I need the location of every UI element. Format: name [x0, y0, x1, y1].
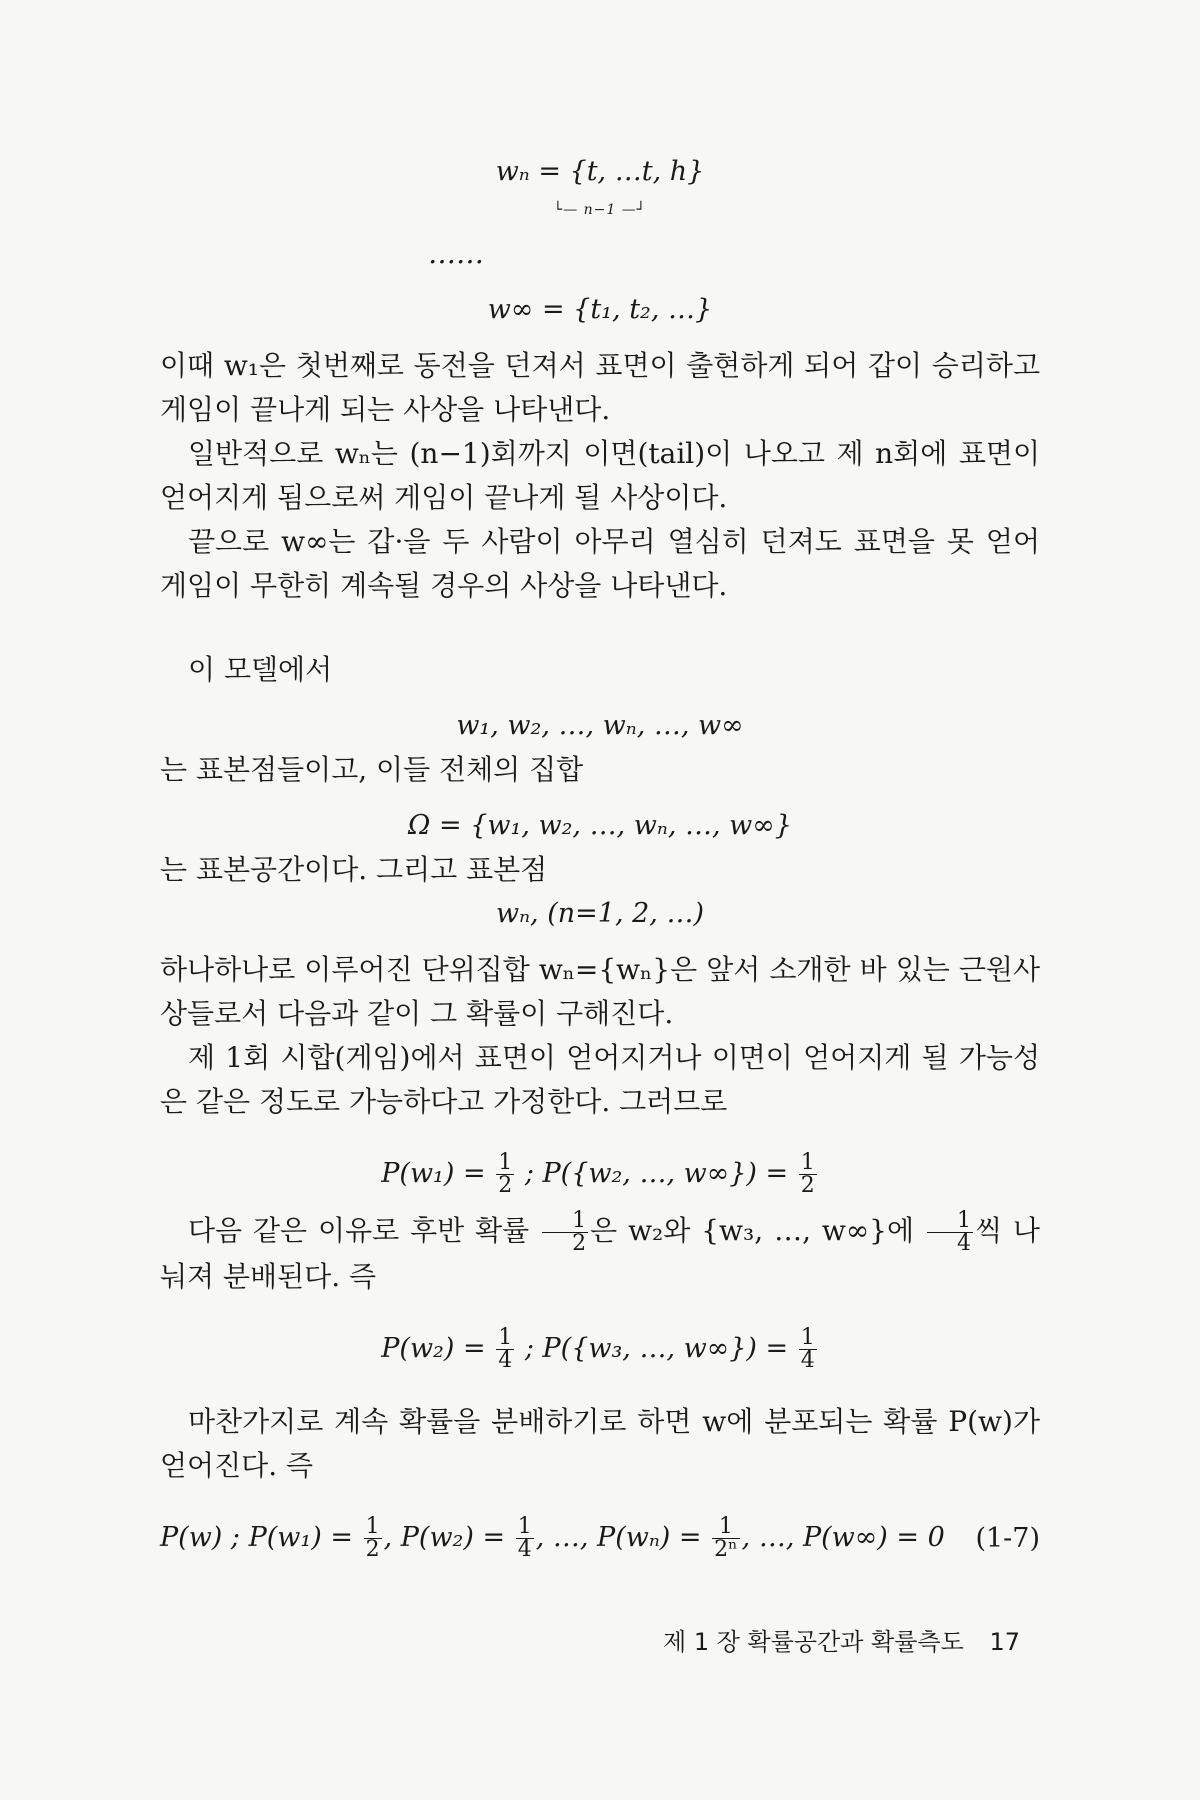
paragraph-10: 마찬가지로 계속 확률을 분배하기로 하면 w에 분포되는 확률 P(w)가 얻어진다. 즉	[160, 1405, 1040, 1482]
formula-winf: w∞ = {t₁, t₂, …}	[487, 294, 713, 325]
chapter-title: 제 1 장 확률공간과 확률측도	[663, 1628, 964, 1656]
paragraph-5: 는 표본점들이고, 이들 전체의 집합	[160, 753, 584, 786]
paragraph-9: 다음 같은 이유로 후반 확률 $\frac{1}{2}$ 은 w₂와 {w₃, …, w∞}에 $\frac{1}{4}$ 씩 나눠져 분배된다. 즉	[160, 1208, 1040, 1293]
formula-wn-range: wₙ, (n=1, 2, …)	[496, 898, 704, 929]
paragraph-6: 는 표본공간이다. 그리고 표본점	[160, 853, 548, 886]
formula-1-7: P(w) ; P(w₁) = $\frac{1}{2}$ , P(w₂) = $\frac{1}{4}$ , …, P(wₙ) = $\frac{1}{\text{2ⁿ}}$ , …, P(w∞) = 0 (1-7)	[160, 1514, 1040, 1562]
formula-p-w1: P(w₁) = $\frac{1}{2}$ ; P({w₂, …, w∞}) = $\frac{1}{2}$	[381, 1150, 815, 1198]
formula-wn-brace: └— n−1 —┘	[553, 202, 647, 218]
paragraph-7: 하나하나로 이루어진 단위집합 wₙ={wₙ}은 앞서 소개한 바 있는 근원사상들로서 다음과 같이 그 확률이 구해진다.	[160, 953, 1040, 1030]
fraction-half: $\frac{1}{2}$	[365, 1514, 380, 1562]
paragraph-8: 제 1회 시합(게임)에서 표면이 얻어지거나 이면이 얻어지게 될 가능성은 같은 정도로 가능하다고 가정한다. 그러므로	[160, 1041, 1040, 1118]
fraction-quarter: $\frac{1}{4}$	[498, 1325, 513, 1373]
fraction-half: $\frac{1}{2}$	[498, 1150, 513, 1198]
page-body	[160, 150, 1040, 1561]
fraction-quarter: $\frac{1}{4}$	[800, 1325, 815, 1373]
page-number: 17	[989, 1628, 1020, 1656]
equation-number: (1-7)	[975, 1522, 1040, 1554]
paragraph-1: 이때 w₁은 첫번째로 동전을 던져서 표면이 출현하게 되어 갑이 승리하고 게임이 끝나게 되는 사상을 나타낸다.	[160, 349, 1040, 426]
fraction-half: $\frac{1}{2}$	[800, 1150, 815, 1198]
paragraph-2: 일반적으로 wₙ는 (n−1)회까지 이면(tail)이 나오고 제 n회에 표면이 얻어지게 됨으로써 게임이 끝나게 될 사상이다.	[160, 437, 1040, 514]
fraction-quarter: $\frac{1}{4}$	[927, 1210, 973, 1255]
paragraph-4: 이 모델에서	[188, 653, 333, 686]
fraction-half: $\frac{1}{2}$	[542, 1210, 588, 1255]
fraction-quarter: $\frac{1}{4}$	[517, 1514, 532, 1562]
fraction-one-over-2n: $\frac{1}{\text{2ⁿ}}$	[714, 1514, 738, 1562]
paragraph-3: 끝으로 w∞는 갑·을 두 사람이 아무리 열심히 던져도 표면을 못 얻어 게임이 무한히 계속될 경우의 사상을 나타낸다.	[160, 525, 1040, 602]
formula-p-w2: P(w₂) = $\frac{1}{4}$ ; P({w₃, …, w∞}) = $\frac{1}{4}$	[381, 1325, 815, 1373]
page-footer	[663, 1622, 1020, 1657]
formula-sample-points: w₁, w₂, …, wₙ, …, w∞	[456, 710, 744, 741]
formula-wn	[160, 150, 1040, 232]
formula-wn-text: wₙ = {t, …t, h}	[495, 156, 705, 187]
formula-omega: Ω = {w₁, w₂, …, wₙ, …, w∞}	[408, 810, 792, 841]
formula-dots: ……	[428, 237, 484, 270]
